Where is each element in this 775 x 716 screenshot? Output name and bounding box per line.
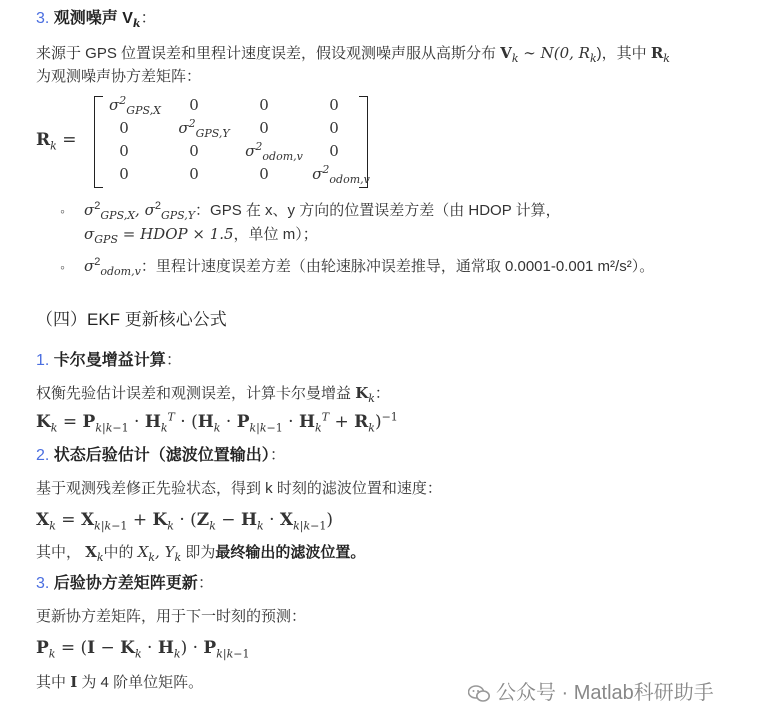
bullet2-text: ：里程计速度误差方差（由轮速脉冲误差推导，通常取 0.0001-0.001 m²/s²）。 xyxy=(140,258,655,275)
step-2-note-yk: , Y xyxy=(155,543,175,561)
step-3-colon: ： xyxy=(197,575,214,592)
step-2-heading xyxy=(36,446,286,466)
step-2-title: 状态后验估计（滤波位置输出） xyxy=(53,447,270,464)
intro-v-sub: k xyxy=(511,52,519,65)
sigma: σ xyxy=(178,119,189,137)
bullet-1-line-1: $\sigma^2_{GPS,X}$, $\sigma^2_{GPS,Y}$：GPS 在 x、y 方向的位置误差方差（由 HDOP 计算， xyxy=(84,200,561,222)
step-1-k-sub: k xyxy=(368,392,375,405)
step-2-note-yk-sub: k xyxy=(174,551,182,564)
matrix-cell-3-2: 0 xyxy=(189,142,199,160)
square: 2 xyxy=(119,94,127,107)
step-1-k: K xyxy=(355,384,369,402)
intro-dist: ∼ N(0, R xyxy=(518,44,590,62)
step-2-note-b: 中的 xyxy=(103,544,134,561)
item-3-heading xyxy=(36,9,157,29)
step-2-note-x: X xyxy=(85,543,97,561)
item-colon: ： xyxy=(140,10,157,27)
sub-gpsy: GPS,Y xyxy=(195,127,230,140)
step-2-note-x-sub: k xyxy=(96,551,104,564)
step-1-desc xyxy=(36,383,390,404)
sub-gpsx: GPS,X xyxy=(126,104,161,117)
matrix-cell-4-1: 0 xyxy=(119,165,129,183)
bullet1-sigma-b: , σ xyxy=(135,201,155,219)
bullet-1-line-2 xyxy=(84,224,318,245)
square: 2 xyxy=(255,140,263,153)
matrix-cell-4-2: 0 xyxy=(189,165,199,183)
square: 2 xyxy=(322,163,330,176)
step-3-note-a: 其中 xyxy=(36,674,67,691)
bullet1-l2-sigma: σ xyxy=(84,225,95,243)
step-2-note-xk: X xyxy=(137,543,149,561)
step-2-note xyxy=(36,542,365,563)
sigma: σ xyxy=(312,165,323,183)
step-2-note-c: 即为 xyxy=(185,544,216,561)
step-3-heading xyxy=(36,574,214,594)
sigma: σ xyxy=(109,96,120,114)
intro-line-1 xyxy=(36,43,670,64)
matrix-equals: = xyxy=(62,130,77,150)
bullet1-sub-b: GPS,Y xyxy=(160,209,196,222)
intro-r: R xyxy=(650,44,664,62)
state-update-formula: $X_k = X_{k|k-1} + K_k \cdot (Z_k - H_k \cdot X_{k|k-1})$ xyxy=(36,510,334,533)
bullet-marker: ◦ xyxy=(60,259,65,275)
step-2-note-a: 其中， xyxy=(36,544,82,561)
matrix-cell-2-4: 0 xyxy=(329,119,339,137)
intro-v: V xyxy=(500,44,512,62)
intro-r-sub: k xyxy=(663,52,670,65)
intro-text: 来源于 GPS 位置误差和里程计速度误差，假设观测噪声服从高斯分布 xyxy=(36,45,497,62)
section-heading: （四）EKF 更新核心公式 xyxy=(36,310,227,329)
matrix-cell-2-3: 0 xyxy=(259,119,269,137)
step-3-title: 后验协方差矩阵更新 xyxy=(53,575,198,592)
matrix-lhs-sub: k xyxy=(50,139,57,153)
step-1-number: 1. xyxy=(36,352,50,369)
matrix-lhs-r: R xyxy=(36,130,51,150)
matrix-cell-3-1: 0 xyxy=(119,142,129,160)
step-2-note-xk-sub: k xyxy=(148,551,156,564)
matrix-cell-3-4: 0 xyxy=(329,142,339,160)
matrix-cell-4-4 xyxy=(306,163,376,186)
step-2-colon: ： xyxy=(269,447,286,464)
bullet1-l2-expr: = HDOP × 1.5 xyxy=(117,225,234,243)
watermark xyxy=(468,676,714,705)
item-title-sub: k xyxy=(132,17,141,31)
step-3-desc: 更新协方差矩阵，用于下一时刻的预测： xyxy=(36,608,307,625)
step-2-desc: 基于观测残差修正先验状态，得到 k 时刻的滤波位置和速度： xyxy=(36,480,442,497)
matrix-lhs xyxy=(36,130,77,153)
intro-line-2: 为观测噪声协方差矩阵： xyxy=(36,68,202,85)
bullet2-sigma: σ xyxy=(84,257,95,275)
step-2-number: 2. xyxy=(36,447,50,464)
step-3-number: 3. xyxy=(36,575,50,592)
bullet1-sub-a: GPS,X xyxy=(100,209,136,222)
intro-dist-sub: k xyxy=(589,52,597,65)
step-3-note xyxy=(36,672,203,693)
bullet1-l2-text: ，单位 m）； xyxy=(233,226,318,243)
covariance-update-formula: $P_k = (I - K_k \cdot H_k) \cdot P_{k|k-1}$ xyxy=(36,638,250,661)
matrix-cell-1-4: 0 xyxy=(329,96,339,114)
bullet2-sub: odom,v xyxy=(100,265,141,278)
step-1-colon: ： xyxy=(165,352,182,369)
item-number: 3. xyxy=(36,10,50,27)
noise-covariance-matrix xyxy=(94,96,368,186)
square: 2 xyxy=(188,117,196,130)
intro-end: )，其中 xyxy=(596,45,647,62)
step-1-desc-end: ： xyxy=(374,385,390,402)
step-3-note-b: 为 4 阶单位矩阵。 xyxy=(81,674,204,691)
matrix-cell-1-3: 0 xyxy=(259,96,269,114)
matrix-cell-1-2: 0 xyxy=(189,96,199,114)
step-1-heading xyxy=(36,351,182,371)
kalman-gain-formula: $K_k = P_{k|k-1} \cdot H_k^T \cdot (H_k \cdot P_{k|k-1} \cdot H_k^T + R_k)^{-1}$ xyxy=(36,410,398,435)
step-1-desc-text: 权衡先验估计误差和观测误差，计算卡尔曼增益 xyxy=(36,385,352,402)
step-3-note-i: I xyxy=(70,673,78,691)
bullet1-text: ：GPS 在 x、y 方向的位置误差方差（由 HDOP 计算， xyxy=(195,202,561,219)
item-title xyxy=(53,10,141,31)
sub-odom: odom,v xyxy=(329,173,370,186)
wechat-icon xyxy=(468,685,490,703)
matrix-cell-4-3: 0 xyxy=(259,165,269,183)
bullet-2: $\sigma^2_{odom,v}$：里程计速度误差方差（由轮速脉冲误差推导，通常取 0.0001-0.001 m²/s²）。 xyxy=(84,256,655,278)
matrix-cell-2-1: 0 xyxy=(119,119,129,137)
sub-odom: odom,v xyxy=(262,150,303,163)
bullet-marker: ◦ xyxy=(60,203,65,219)
item-title-text: 观测噪声 V xyxy=(53,10,133,27)
step-2-note-bold: 最终输出的滤波位置。 xyxy=(215,544,366,561)
bullet1-l2-sub: GPS xyxy=(94,233,118,246)
watermark-text: 公众号 · Matlab科研助手 xyxy=(496,682,714,704)
step-1-title: 卡尔曼增益计算 xyxy=(53,352,166,369)
bullet1-sigma-a: σ xyxy=(84,201,95,219)
sigma: σ xyxy=(245,142,256,160)
